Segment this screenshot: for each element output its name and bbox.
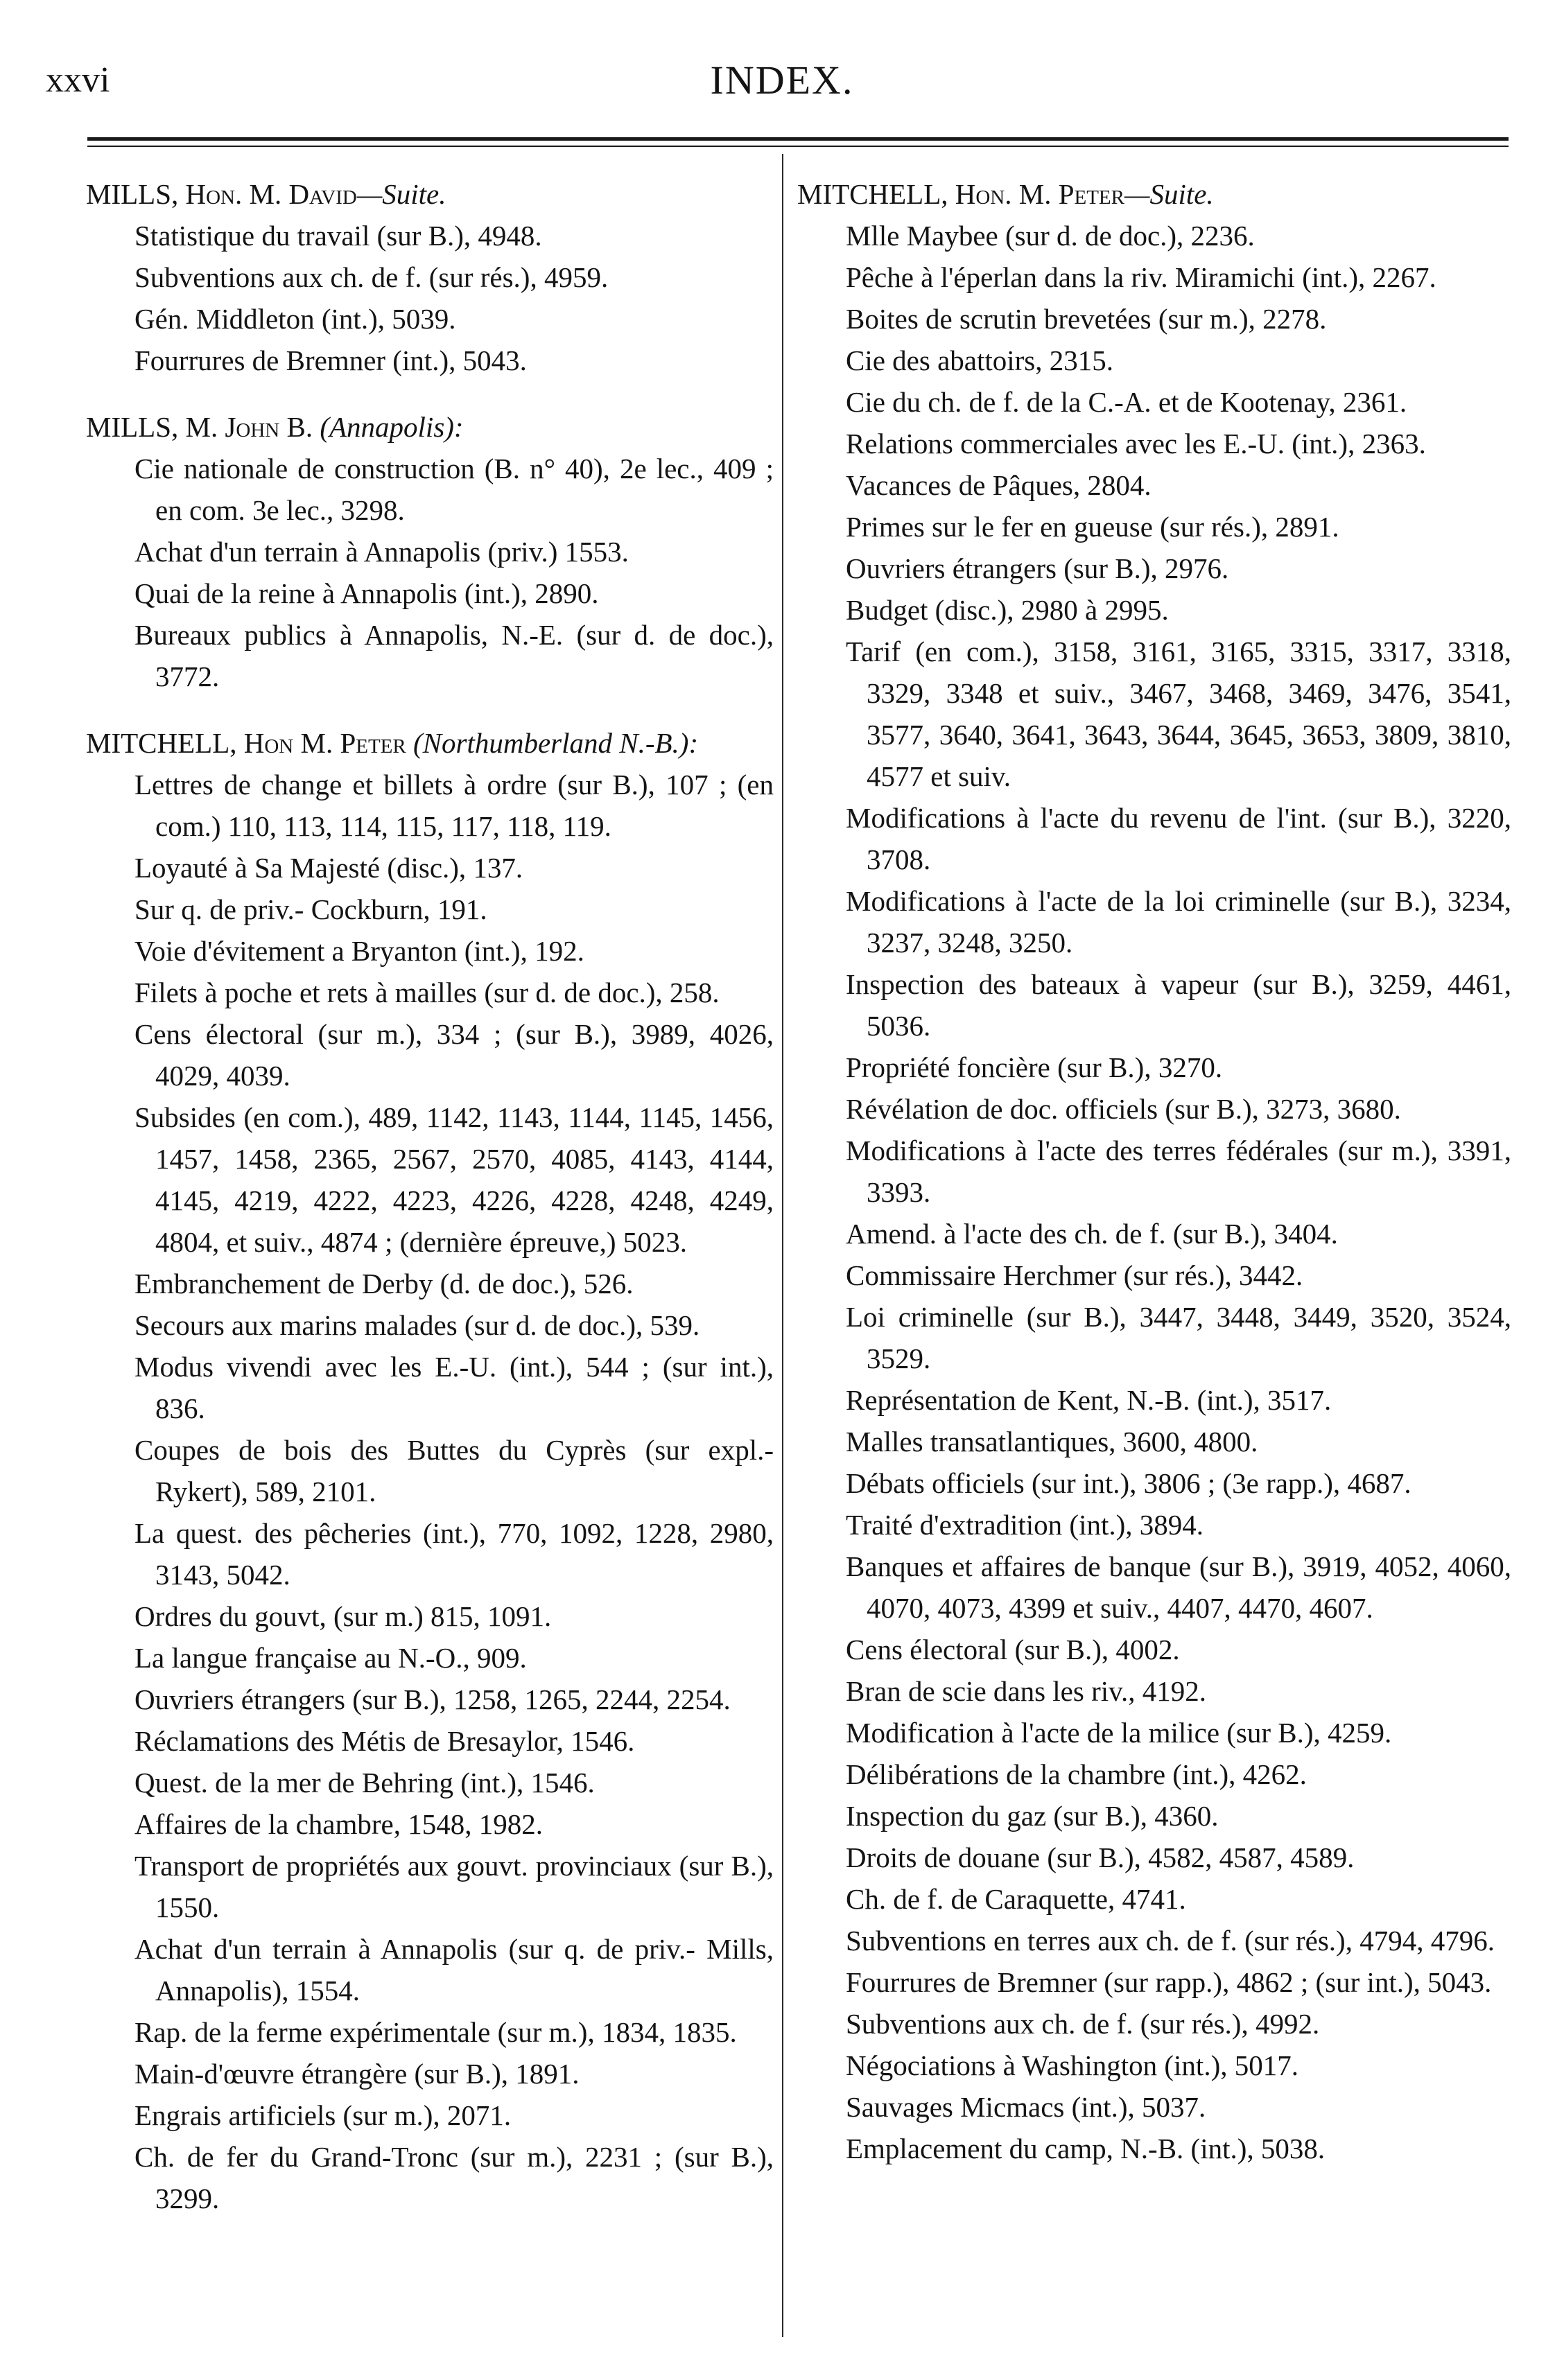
index-subentry: Achat d'un terrain à Annapolis (sur q. de priv.- Mills, Annapolis), 1554.: [134, 1933, 774, 2006]
heading-suffix: —Suite.: [356, 178, 446, 210]
index-subentry: Débats officiels (sur int.), 3806 ; (3e rapp.), 4687.: [846, 1467, 1411, 1499]
index-subentry: Coupes de bois des Buttes du Cyprès (sur expl.- Rykert), 589, 2101.: [134, 1434, 774, 1507]
index-subentry: Subventions aux ch. de f. (sur rés.), 4959.: [134, 261, 609, 293]
member-surname: MILLS,: [86, 178, 186, 210]
index-subentry: La quest. des pêcheries (int.), 770, 1092, 1228, 2980, 3143, 5042.: [134, 1517, 774, 1591]
index-subentry: Malles transatlantiques, 3600, 4800.: [846, 1426, 1258, 1458]
left-index-column: [86, 173, 774, 2244]
member-surname: MITCHELL,: [86, 727, 244, 759]
index-subentry: Quai de la reine à Annapolis (int.), 2890.: [134, 577, 599, 609]
entry-heading: [86, 173, 774, 215]
index-subentry: Ordres du gouvt, (sur m.) 815, 1091.: [134, 1600, 552, 1632]
index-subentry: Pêche à l'éperlan dans la riv. Miramichi (int.), 2267.: [846, 261, 1436, 293]
index-subentry: Tarif (en com.), 3158, 3161, 3165, 3315, 3317, 3318, 3329, 3348 et suiv., 3467, 3468, 3469, 3476, 3541, 3577, 3640, 3641, 3643, 3644, 3645, 3653, 3809, 3810, 4577 et suiv.: [846, 636, 1511, 792]
index-subentry: Ouvriers étrangers (sur B.), 1258, 1265, 2244, 2254.: [134, 1683, 731, 1715]
index-subentry: Relations commerciales avec les E.-U. (int.), 2363.: [846, 428, 1426, 460]
header-rule-thick: [87, 137, 1509, 141]
index-entry: [86, 722, 774, 2219]
member-surname: MITCHELL,: [797, 178, 955, 210]
index-subentry: Cens électoral (sur B.), 4002.: [846, 1634, 1180, 1665]
member-title: Hon M. Peter: [243, 727, 406, 759]
entry-heading: [86, 722, 774, 764]
index-subentry: Révélation de doc. officiels (sur B.), 3273, 3680.: [846, 1093, 1401, 1125]
index-subentry: Secours aux marins malades (sur d. de doc.), 539.: [134, 1309, 700, 1341]
index-subentry: Banques et affaires de banque (sur B.), 3919, 4052, 4060, 4070, 4073, 4399 et suiv., 4407, 4470, 4607.: [846, 1550, 1511, 1624]
index-subentry: Loyauté à Sa Majesté (disc.), 137.: [134, 852, 523, 884]
index-subentry: Modifications à l'acte de la loi criminelle (sur B.), 3234, 3237, 3248, 3250.: [846, 885, 1511, 959]
heading-suffix: (Annapolis):: [313, 411, 464, 443]
index-subentry: Fourrures de Bremner (sur rapp.), 4862 ; (sur int.), 5043.: [846, 1966, 1492, 1998]
index-subentry: Achat d'un terrain à Annapolis (priv.) 1553.: [134, 536, 629, 568]
index-subentry: Cie nationale de construction (B. n° 40), 2e lec., 409 ; en com. 3e lec., 3298.: [134, 453, 774, 526]
heading-suffix: —Suite.: [1124, 178, 1214, 210]
index-subentry: Loi criminelle (sur B.), 3447, 3448, 3449, 3520, 3524, 3529.: [846, 1301, 1511, 1374]
index-subentry: Modus vivendi avec les E.-U. (int.), 544 ; (sur int.), 836.: [134, 1351, 774, 1424]
index-subentry: Vacances de Pâques, 2804.: [846, 469, 1152, 501]
index-subentry: Filets à poche et rets à mailles (sur d. de doc.), 258.: [134, 977, 720, 1008]
index-subentry: Modification à l'acte de la milice (sur B.), 4259.: [846, 1717, 1392, 1749]
heading-suffix: (Northumberland N.-B.):: [406, 727, 699, 759]
index-subentry: Modifications à l'acte des terres fédérales (sur m.), 3391, 3393.: [846, 1135, 1511, 1208]
entry-heading: [797, 173, 1511, 215]
index-subentry: Commissaire Herchmer (sur rés.), 3442.: [846, 1259, 1303, 1291]
index-subentry: Boites de scrutin brevetées (sur m.), 2278.: [846, 303, 1327, 335]
index-subentry: Amend. à l'acte des ch. de f. (sur B.), 3404.: [846, 1218, 1338, 1250]
index-subentry: Subsides (en com.), 489, 1142, 1143, 1144, 1145, 1456, 1457, 1458, 2365, 2567, 2570, 4085, 4143, 4144, 4145, 4219, 4222, 4223, 4226, 4228, 4248, 4249, 4804, et suiv., 4874 ; (dernière épreuve,) 5023.: [134, 1101, 774, 1258]
index-subentry: Subventions aux ch. de f. (sur rés.), 4992.: [846, 2008, 1320, 2040]
index-subentry: Inspection du gaz (sur B.), 4360.: [846, 1800, 1219, 1832]
index-subentry: Transport de propriétés aux gouvt. provinciaux (sur B.), 1550.: [134, 1850, 774, 1923]
index-subentry: Lettres de change et billets à ordre (sur B.), 107 ; (en com.) 110, 113, 114, 115, 117, 118, 119.: [134, 769, 774, 842]
header-rule-thin: [87, 146, 1509, 147]
index-subentry: Ch. de f. de Caraquette, 4741.: [846, 1883, 1186, 1915]
index-subentry: Négociations à Washington (int.), 5017.: [846, 2049, 1298, 2081]
index-entry: [797, 173, 1511, 2169]
index-subentry: Voie d'évitement a Bryanton (int.), 192.: [134, 935, 584, 967]
member-title: Hon. M. Peter: [955, 178, 1124, 210]
index-subentry: Primes sur le fer en gueuse (sur rés.), 2891.: [846, 511, 1339, 543]
index-subentry: Mlle Maybee (sur d. de doc.), 2236.: [846, 220, 1255, 252]
index-subentry: Représentation de Kent, N.-B. (int.), 3517.: [846, 1384, 1332, 1416]
index-subentry: Affaires de la chambre, 1548, 1982.: [134, 1808, 543, 1840]
index-subentry: Main-d'œuvre étrangère (sur B.), 1891.: [134, 2058, 580, 2090]
index-subentry: Embranchement de Derby (d. de doc.), 526.: [134, 1268, 634, 1300]
index-subentry: Bran de scie dans les riv., 4192.: [846, 1675, 1206, 1707]
index-subentry: Ouvriers étrangers (sur B.), 2976.: [846, 552, 1229, 584]
index-subentry: Budget (disc.), 2980 à 2995.: [846, 594, 1169, 626]
index-subentry: Sauvages Micmacs (int.), 5037.: [846, 2091, 1206, 2123]
index-subentry: Bureaux publics à Annapolis, N.-E. (sur d. de doc.), 3772.: [134, 619, 774, 692]
column-divider: [782, 154, 783, 2337]
member-title: M. John B.: [185, 411, 313, 443]
index-subentry: Engrais artificiels (sur m.), 2071.: [134, 2099, 512, 2131]
index-subentry: Délibérations de la chambre (int.), 4262.: [846, 1758, 1307, 1790]
index-subentry: Statistique du travail (sur B.), 4948.: [134, 220, 542, 252]
entry-heading: [86, 406, 774, 448]
index-subentry: Cens électoral (sur m.), 334 ; (sur B.), 3989, 4026, 4029, 4039.: [134, 1018, 774, 1092]
index-subentry: Modifications à l'acte du revenu de l'int. (sur B.), 3220, 3708.: [846, 802, 1511, 875]
index-subentry: Gén. Middleton (int.), 5039.: [134, 303, 456, 335]
index-subentry: Subventions en terres aux ch. de f. (sur rés.), 4794, 4796.: [846, 1925, 1495, 1957]
index-subentry: Inspection des bateaux à vapeur (sur B.), 3259, 4461, 5036.: [846, 968, 1511, 1042]
index-subentry: Quest. de la mer de Behring (int.), 1546.: [134, 1767, 595, 1799]
index-subentry: Rap. de la ferme expérimentale (sur m.), 1834, 1835.: [134, 2016, 737, 2048]
index-subentry: Réclamations des Métis de Bresaylor, 1546.: [134, 1725, 635, 1757]
index-subentry: Fourrures de Bremner (int.), 5043.: [134, 344, 527, 376]
page-header: [0, 0, 1564, 139]
right-index-column: [797, 173, 1511, 2194]
index-subentry: La langue française au N.-O., 909.: [134, 1642, 527, 1674]
index-subentry: Emplacement du camp, N.-B. (int.), 5038.: [846, 2133, 1326, 2164]
running-title: INDEX.: [710, 58, 854, 103]
index-subentry: Droits de douane (sur B.), 4582, 4587, 4589.: [846, 1841, 1355, 1873]
index-entry: [86, 173, 774, 381]
member-title: Hon. M. David: [185, 178, 357, 210]
index-subentry: Cie du ch. de f. de la C.-A. et de Kootenay, 2361.: [846, 386, 1407, 418]
index-subentry: Ch. de fer du Grand-Tronc (sur m.), 2231 ; (sur B.), 3299.: [134, 2141, 774, 2214]
index-subentry: Propriété foncière (sur B.), 3270.: [846, 1051, 1223, 1083]
index-entry: [86, 406, 774, 697]
index-subentry: Traité d'extradition (int.), 3894.: [846, 1509, 1204, 1541]
index-subentry: Sur q. de priv.- Cockburn, 191.: [134, 893, 487, 925]
member-surname: MILLS,: [86, 411, 186, 443]
page-number: xxvi: [46, 60, 110, 100]
index-subentry: Cie des abattoirs, 2315.: [846, 344, 1114, 376]
